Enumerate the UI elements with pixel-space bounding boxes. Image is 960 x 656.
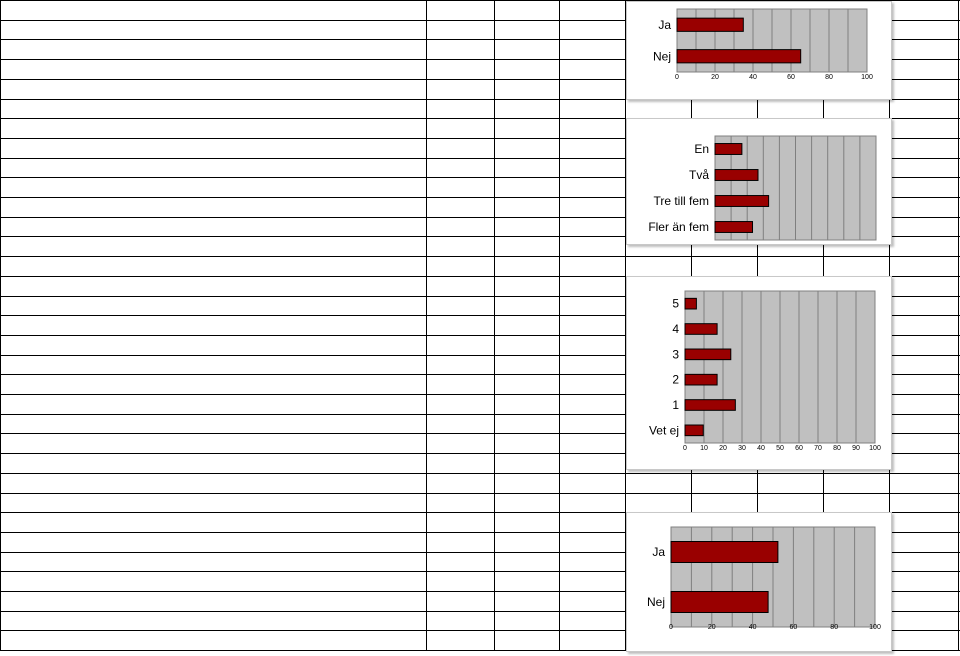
bar-chart-q16[interactable]: [626, 118, 892, 245]
bar-chart-q17[interactable]: [626, 276, 892, 470]
category-label: En: [694, 142, 709, 156]
bar: [685, 425, 703, 436]
row-count[interactable]: [426, 375, 494, 394]
row-percent[interactable]: [494, 434, 560, 453]
count-label[interactable]: [426, 119, 494, 138]
row-count[interactable]: [426, 415, 494, 434]
bar: [685, 298, 696, 309]
question-text[interactable]: [0, 119, 426, 138]
row-scale-value[interactable]: [0, 415, 426, 434]
row-percent[interactable]: [494, 572, 560, 591]
tick-label: 100: [861, 74, 873, 81]
category-label: 5: [672, 296, 679, 311]
count-label[interactable]: [426, 513, 494, 532]
row-label[interactable]: [0, 434, 426, 453]
category-label: 1: [672, 398, 679, 412]
row-percent[interactable]: [494, 356, 560, 375]
tick-label: 50: [776, 445, 784, 452]
tick-label: 20: [707, 624, 716, 631]
tick-label: 80: [833, 445, 841, 452]
tick-label: 0: [675, 74, 679, 81]
row-label[interactable]: [0, 178, 426, 197]
row-count[interactable]: [426, 178, 494, 197]
category-label: 4: [672, 322, 679, 336]
bar: [715, 144, 742, 155]
bar-chart-q11[interactable]: [626, 512, 892, 652]
bar: [677, 50, 801, 63]
tick-label: 20: [719, 445, 727, 452]
row-percent[interactable]: [494, 336, 560, 355]
tick-label: 60: [789, 624, 798, 631]
question-text[interactable]: [0, 513, 426, 532]
tick-label: 40: [748, 624, 757, 631]
row-percent[interactable]: [494, 159, 560, 178]
category-label: Fler än fem: [648, 220, 709, 234]
row-count[interactable]: [426, 198, 494, 217]
row-count[interactable]: [426, 572, 494, 591]
tick-label: 70: [814, 445, 822, 452]
percent-header[interactable]: [494, 21, 560, 40]
row-count[interactable]: [426, 553, 494, 572]
tick-label: 80: [825, 74, 833, 81]
count-label[interactable]: [426, 1, 494, 20]
question-text[interactable]: [0, 277, 426, 296]
bar-chart-q15[interactable]: [626, 1, 892, 100]
tick-label: 0: [683, 445, 687, 452]
tick-label: 40: [749, 74, 757, 81]
row-percent[interactable]: [494, 218, 560, 237]
section-heading[interactable]: [0, 494, 426, 513]
chart-svg: [627, 2, 891, 99]
row-percent[interactable]: [494, 415, 560, 434]
row-label[interactable]: [0, 198, 426, 217]
bar: [685, 324, 717, 335]
category-label: Nej: [652, 49, 671, 64]
tick-label: 30: [738, 445, 746, 452]
row-count[interactable]: [426, 434, 494, 453]
percent-header[interactable]: [494, 533, 560, 552]
tick-label: 20: [711, 74, 719, 81]
category-label: Ja: [658, 17, 671, 32]
row-percent[interactable]: [494, 198, 560, 217]
tick-label: 10: [700, 445, 708, 452]
category-label: Nej: [646, 595, 665, 609]
tick-label: 100: [869, 624, 881, 631]
row-scale-value[interactable]: [0, 395, 426, 414]
row-label[interactable]: [0, 60, 426, 79]
row-count[interactable]: [426, 60, 494, 79]
question-text[interactable]: [0, 297, 426, 316]
tick-label: 40: [757, 445, 765, 452]
row-count[interactable]: [426, 395, 494, 414]
category-label: Två: [688, 168, 709, 182]
row-count[interactable]: [426, 218, 494, 237]
row-percent[interactable]: [494, 395, 560, 414]
row-percent[interactable]: [494, 60, 560, 79]
row-percent[interactable]: [494, 40, 560, 59]
bar: [671, 592, 768, 613]
row-scale-value[interactable]: [0, 356, 426, 375]
row-percent[interactable]: [494, 375, 560, 394]
row-scale-value[interactable]: [0, 336, 426, 355]
tick-label: 80: [830, 624, 839, 631]
question-text[interactable]: [0, 533, 426, 552]
tick-label: 60: [787, 74, 795, 81]
tick-label: 60: [795, 445, 803, 452]
row-label[interactable]: [0, 572, 426, 591]
tick-label: 100: [869, 445, 881, 452]
row-label[interactable]: [0, 40, 426, 59]
bar: [685, 400, 735, 411]
row-count[interactable]: [426, 336, 494, 355]
question-text[interactable]: [0, 316, 426, 335]
percent-header[interactable]: [494, 139, 560, 158]
category-label: Tre till fem: [653, 194, 709, 208]
row-percent[interactable]: [494, 178, 560, 197]
category-label: 3: [672, 347, 679, 362]
row-percent[interactable]: [494, 553, 560, 572]
category-label: 2: [672, 372, 679, 387]
bar: [715, 170, 758, 181]
category-label: Ja: [652, 545, 665, 559]
chart-svg: [627, 119, 891, 244]
chart-svg: [627, 513, 891, 651]
row-label[interactable]: [0, 553, 426, 572]
bar: [685, 374, 717, 385]
bar: [715, 222, 753, 233]
percent-header[interactable]: [494, 297, 560, 316]
bar: [685, 349, 731, 360]
bar: [677, 18, 743, 31]
row-scale-value[interactable]: [0, 375, 426, 394]
question-text[interactable]: [0, 1, 426, 20]
row-label[interactable]: [0, 159, 426, 178]
count-label[interactable]: [426, 277, 494, 296]
row-label[interactable]: [0, 218, 426, 237]
bar: [671, 542, 778, 563]
tick-label: 90: [852, 445, 860, 452]
row-count[interactable]: [426, 159, 494, 178]
row-count[interactable]: [426, 356, 494, 375]
bar: [715, 196, 769, 207]
category-label: Vet ej: [648, 423, 679, 438]
tick-label: 0: [669, 624, 673, 631]
row-count[interactable]: [426, 40, 494, 59]
chart-svg: [627, 277, 891, 469]
